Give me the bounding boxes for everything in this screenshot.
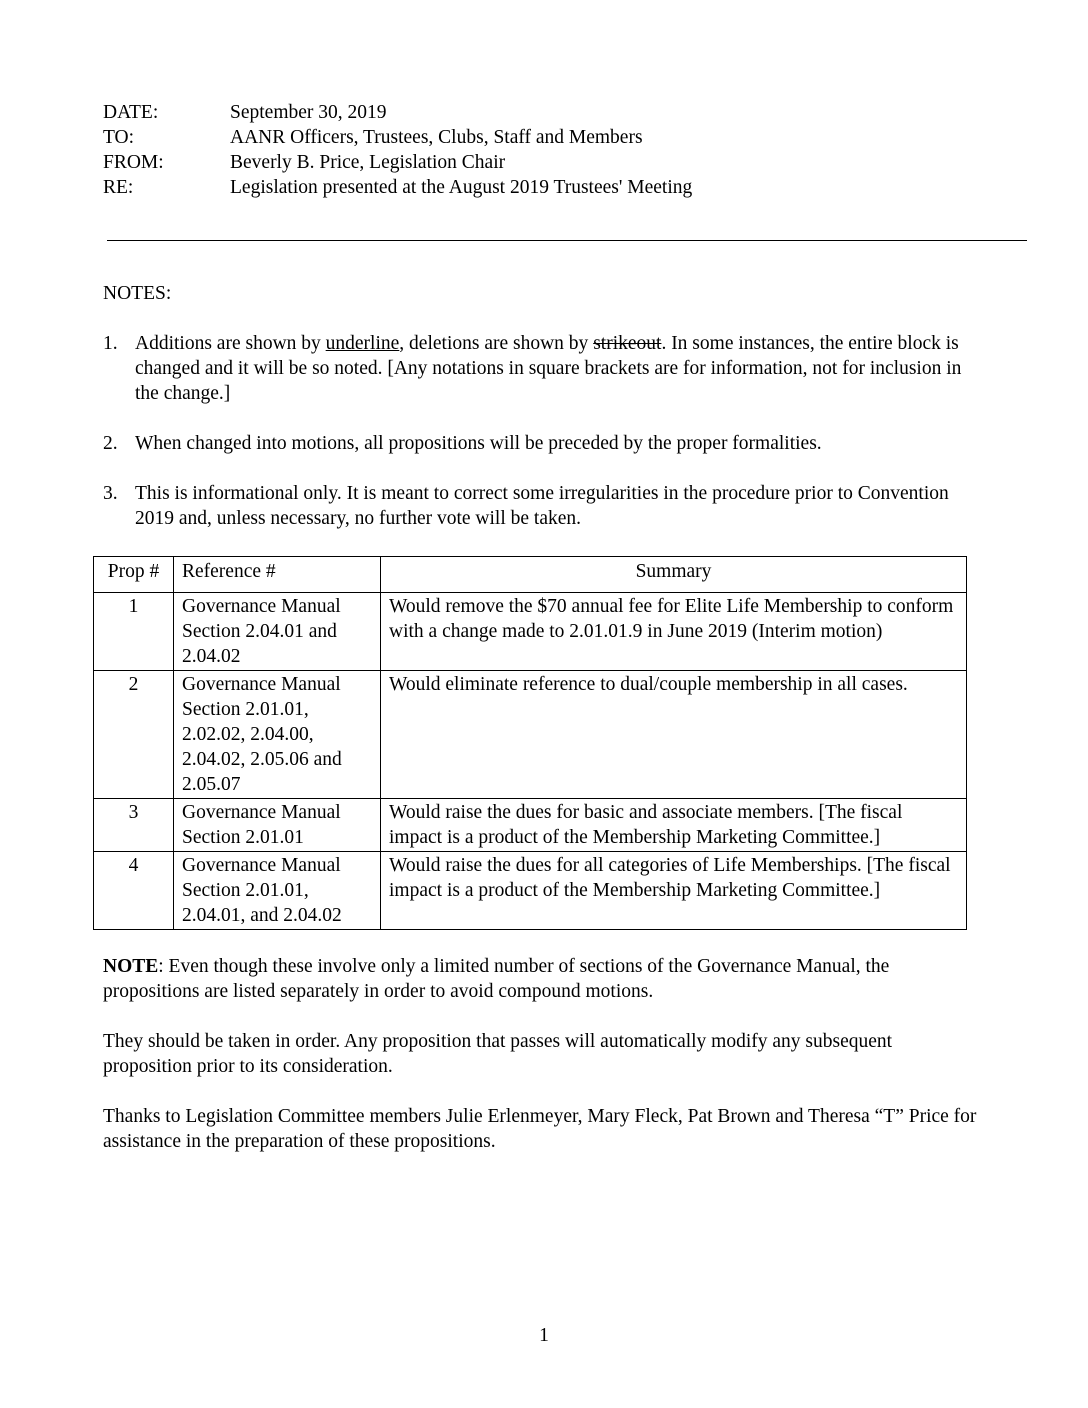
header-divider — [107, 240, 1027, 241]
table-row — [94, 671, 967, 799]
thanks-paragraph: Thanks to Legislation Committee members Julie Erlenmeyer, Mary Fleck, Pat Brown and Theresa “T” Price for assistance in the preparation of these propositions. — [103, 1106, 977, 1152]
table-row — [94, 852, 967, 930]
summary-cell: Would raise the dues for all categories of Life Memberships. [The fiscal impact is a product of the Membership Marketing Committee.] — [381, 852, 967, 930]
memo-row-from — [103, 150, 692, 175]
memo-label: RE: — [103, 177, 134, 198]
page-number: 1 — [539, 1325, 549, 1346]
note-number: 1. — [103, 333, 118, 354]
note-text: This is informational only. It is meant to correct some irregularities in the procedure prior to Convention 2019 and, unless necessary, no further vote will be taken. — [135, 483, 949, 529]
note-item-2 — [103, 431, 983, 456]
reference-cell: Governance Manual Section 2.01.01 — [174, 799, 381, 852]
summary-cell: Would eliminate reference to dual/couple membership in all cases. — [381, 671, 967, 799]
notes-heading: NOTES: — [103, 283, 172, 304]
column-header-summary: Summary — [381, 557, 967, 593]
column-header-prop: Prop # — [94, 557, 174, 593]
reference-cell: Governance Manual Section 2.04.01 and 2.04.02 — [174, 593, 381, 671]
order-paragraph: They should be taken in order. Any proposition that passes will automatically modify any subsequent proposition prior to its consideration. — [103, 1031, 893, 1077]
underline-example: underline — [325, 333, 400, 354]
note-paragraph — [103, 954, 983, 1004]
table-row — [94, 799, 967, 852]
memo-label: TO: — [103, 127, 135, 148]
note-text-part: Additions are shown by — [135, 333, 326, 354]
memo-row-to — [103, 125, 692, 150]
note-text-part: . In some instances, the entire block is changed and it will be so noted. [Any notations in square brackets are for information, not for inclusion in the change.] — [135, 333, 962, 404]
table-header-row — [94, 557, 967, 593]
note-number: 2. — [103, 433, 118, 454]
note-number: 3. — [103, 483, 118, 504]
memo-value: September 30, 2019 — [230, 102, 387, 123]
reference-cell: Governance Manual Section 2.01.01, 2.04.01, and 2.04.02 — [174, 852, 381, 930]
memo-label: DATE: — [103, 102, 159, 123]
memo-value: AANR Officers, Trustees, Clubs, Staff and Members — [230, 127, 643, 148]
note-text: When changed into motions, all propositions will be preceded by the proper formalities. — [135, 433, 822, 454]
prop-number: 4 — [94, 852, 174, 930]
memo-value: Legislation presented at the August 2019 Trustees' Meeting — [230, 177, 693, 198]
propositions-table — [93, 556, 967, 930]
note-text — [135, 331, 983, 406]
memo-label: FROM: — [103, 152, 164, 173]
note-text-part: , deletions are shown by — [399, 333, 594, 354]
memo-row-date — [103, 100, 692, 125]
note-label: NOTE — [103, 956, 159, 977]
table-row — [94, 593, 967, 671]
memo-value: Beverly B. Price, Legislation Chair — [230, 152, 506, 173]
summary-cell: Would raise the dues for basic and associate members. [The fiscal impact is a product of the Membership Marketing Committee.] — [381, 799, 967, 852]
note-body: : Even though these involve only a limited number of sections of the Governance Manual, the propositions are listed separately in order to avoid compound motions. — [103, 956, 890, 1002]
prop-number: 2 — [94, 671, 174, 799]
reference-cell: Governance Manual Section 2.01.01, 2.02.02, 2.04.00, 2.04.02, 2.05.06 and 2.05.07 — [174, 671, 381, 799]
memo-row-re — [103, 175, 692, 200]
note-item-1 — [103, 331, 983, 406]
summary-cell: Would remove the $70 annual fee for Elite Life Membership to conform with a change made to 2.01.01.9 in June 2019 (Interim motion) — [381, 593, 967, 671]
memo-header — [103, 100, 692, 200]
prop-number: 1 — [94, 593, 174, 671]
prop-number: 3 — [94, 799, 174, 852]
note-item-3 — [103, 481, 983, 531]
strikeout-example: strikeout — [593, 333, 662, 354]
column-header-reference: Reference # — [174, 557, 381, 593]
